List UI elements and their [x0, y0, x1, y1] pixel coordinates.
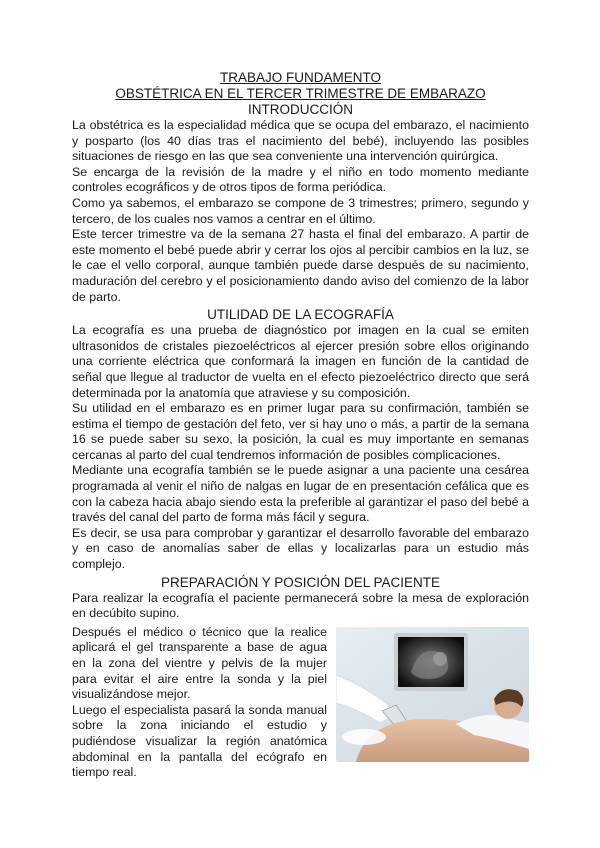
paragraph: La obstétrica es la especialidad médica que se ocupa del embarazo, el nacimiento y posparto (los 40 días tras el nacimiento del bebé), incluyendo las posibles situaciones de riesgo en las que sea conveniente una intervención quirúrgica. [72, 118, 529, 164]
section-heading-preparacion: PREPARACIÓN Y POSICIÓN DEL PACIENTE [160, 574, 441, 590]
paragraph: Se encarga de la revisión de la madre y el niño en todo momento mediante controles ecográficos y de otros tipos de forma periódica. [72, 164, 529, 195]
paragraph: Como ya sabemos, el embarazo se compone de 3 trimestres; primero, segundo y tercero, de los cuales nos vamos a centrar en el último. [72, 195, 529, 226]
ultrasound-illustration [336, 627, 529, 762]
paragraph: Para realizar la ecografía el paciente permanecerá sobre la mesa de exploración en decúbito supino. [72, 590, 529, 621]
paragraph: Este tercer trimestre va de la semana 27 hasta el final del embarazo. A partir de este momento el bebé puede abrir y cerrar los ojos al percibir cambios en la luz, se le cae el vello corporal, aunque también puede darse después de su nacimiento, maduración del cerebro y el posicionamiento dando aviso del comienzo de la labor de parto. [72, 227, 529, 304]
section-heading-introduccion: INTRODUCCIÓN [248, 102, 353, 117]
paragraph: Después el médico o técnico que la realice aplicará el gel transparente a base de agua en la zona del vientre y pelvis de la mujer para evitar el aire entre la sonda y la piel visualizándose mejor. [72, 624, 327, 702]
paragraph: Es decir, se usa para comprobar y garantizar el desarrollo favorable del embarazo y en caso de anomalías saber de ellas y localizarlas para un estudio más complejo. [72, 525, 529, 572]
text-with-figure [72, 622, 529, 781]
section-heading-utilidad: UTILIDAD DE LA ECOGRAFÍA [207, 307, 394, 323]
paragraph: La ecografía es una prueba de diagnóstico por imagen en la cual se emiten ultrasonidos de cristales piezoeléctricos al ejercer presión sobre ellos originando una corriente eléctrica que conformará la imagen en función de la cantidad de señal que llegue al traductor de vuelta en el efecto piezoeléctrico directo que será determinada por la anatomía que atraviese y su composición. [72, 323, 529, 400]
ultrasound-photo [336, 627, 529, 762]
document-page [72, 70, 529, 781]
document-title-line1: TRABAJO FUNDAMENTO [219, 70, 381, 85]
document-title-line2: OBSTÉTRICA EN EL TERCER TRIMESTRE DE EMBARAZO [115, 86, 486, 101]
paragraph: Su utilidad en el embarazo es en primer lugar para su confirmación, también se estima el tiempo de gestación del feto, ver si hay uno o más, a partir de la semana 16 se puede saber su sexo, la posición, la cual es muy importante en semanas cercanas al parto del cual tendremos información de posibles complicaciones. [72, 401, 529, 462]
paragraph: Luego el especialista pasará la sonda manual sobre la zona iniciando el estudio y pudiéndose visualizar la región anatómica abdominal en la pantalla del ecógrafo en tiempo real. [72, 702, 327, 780]
paragraph: Mediante una ecografía también se le puede asignar a una paciente una cesárea programada al venir el niño de nalgas en lugar de en presentación cefálica que es con la cabeza hacia abajo siendo esta la preferible al garantizar el paso del bebé a través del canal del parto de forma más fácil y segura. [72, 463, 529, 525]
